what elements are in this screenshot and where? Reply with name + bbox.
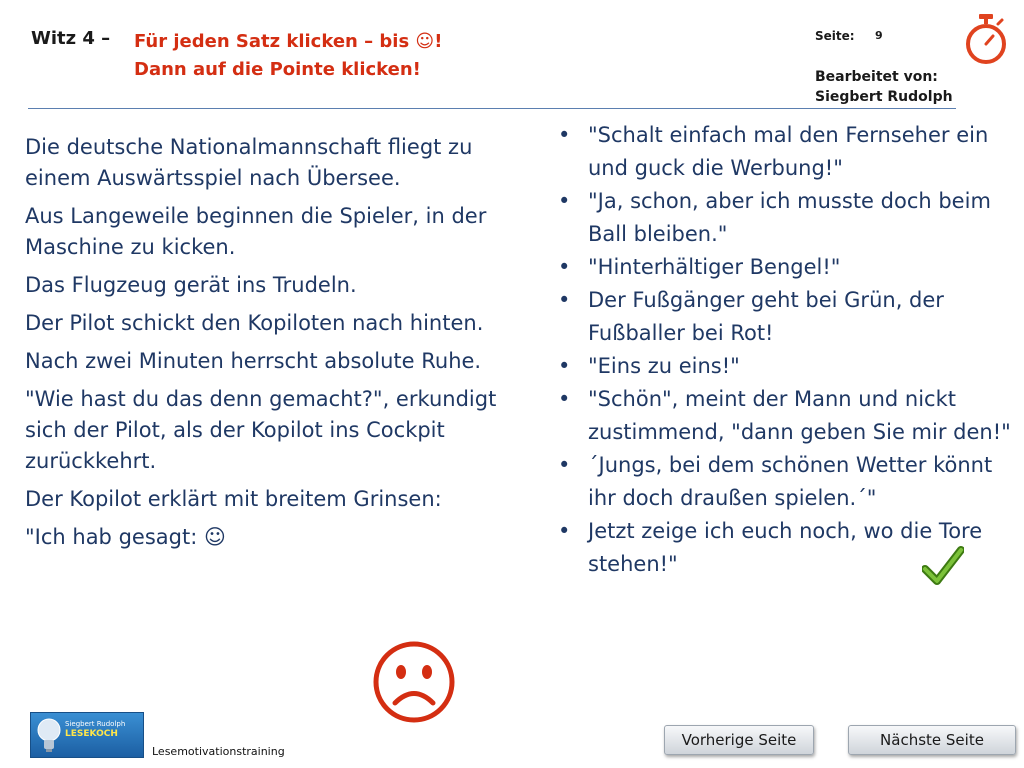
page-label: Seite: xyxy=(815,29,855,43)
page-number: 9 xyxy=(875,29,883,42)
lesekoch-logo xyxy=(30,712,144,758)
punchline-option[interactable]: • "Schön", meint der Mann und nickt zustimmend, "dann geben Sie mir den!" xyxy=(558,383,1013,449)
story-sentence[interactable]: Die deutsche Nationalmannschaft fliegt zu einem Auswärtsspiel nach Übersee. xyxy=(25,135,473,190)
punchline-option[interactable]: • Der Fußgänger geht bei Grün, der Fußballer bei Rot! xyxy=(558,284,1013,350)
story-list xyxy=(25,132,525,560)
header-divider xyxy=(28,108,956,109)
story-sentence[interactable]: Der Kopilot erklärt mit breitem Grinsen: xyxy=(25,487,442,511)
sad-face-icon xyxy=(372,640,456,724)
story-sentence[interactable]: Das Flugzeug gerät ins Trudeln. xyxy=(25,273,357,297)
logo-author: Siegbert Rudolph xyxy=(65,720,126,728)
logo-title: LESEKOCH xyxy=(65,729,118,739)
story-sentence[interactable]: "Ich hab gesagt: ☺ xyxy=(25,525,226,549)
editor-label: Bearbeitet von: xyxy=(815,69,938,85)
editor-name: Siegbert Rudolph xyxy=(815,89,953,105)
instruction-text xyxy=(134,28,442,84)
program-label: Lesemotivationstraining xyxy=(152,745,285,758)
punchline-option[interactable]: • "Eins zu eins!" xyxy=(558,350,1013,383)
punchline-option[interactable]: • "Hinterhältiger Bengel!" xyxy=(558,251,1013,284)
punchline-list xyxy=(558,119,1013,581)
story-sentence[interactable]: Nach zwei Minuten herrscht absolute Ruhe. xyxy=(25,349,482,373)
story-sentence[interactable]: "Wie hast du das denn gemacht?", erkundigt sich der Pilot, als der Kopilot ins Cockpit zurückkehrt. xyxy=(25,387,497,473)
previous-page-button[interactable]: Vorherige Seite xyxy=(664,725,814,755)
stopwatch-icon[interactable] xyxy=(962,12,1010,66)
checkmark-icon xyxy=(922,545,964,587)
story-sentence[interactable]: Aus Langeweile beginnen die Spieler, in der Maschine zu kicken. xyxy=(25,204,487,259)
lightbulb-icon xyxy=(36,716,62,754)
punchline-option[interactable]: • Jetzt zeige ich euch noch, wo die Tore stehen!" xyxy=(558,515,1013,581)
joke-number-label: Witz 4 – xyxy=(31,28,111,49)
editor-credit xyxy=(815,67,953,107)
instruction-line-2: Dann auf die Pointe klicken! xyxy=(134,59,421,80)
story-sentence[interactable]: Der Pilot schickt den Kopiloten nach hinten. xyxy=(25,311,484,335)
punchline-option[interactable]: • "Schalt einfach mal den Fernseher ein und guck die Werbung!" xyxy=(558,119,1013,185)
punchline-option[interactable]: • ´Jungs, bei dem schönen Wetter könnt ihr doch draußen spielen.´" xyxy=(558,449,1013,515)
instruction-line-1: Für jeden Satz klicken – bis ☺! xyxy=(134,31,443,52)
punchline-option[interactable]: • "Ja, schon, aber ich musste doch beim Ball bleiben." xyxy=(558,185,1013,251)
next-page-button[interactable]: Nächste Seite xyxy=(848,725,1016,755)
